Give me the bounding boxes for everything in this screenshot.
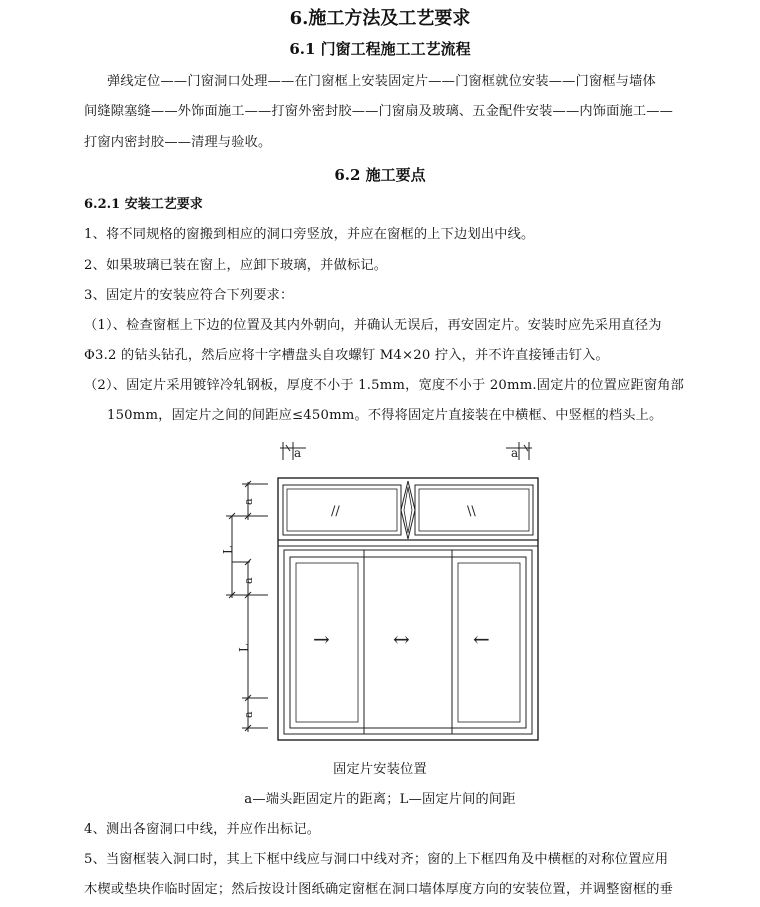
paragraph-line: 弹线定位——门窗洞口处理——在门窗框上安装固定片——门窗框就位安装——门窗框与墙体 xyxy=(107,74,656,89)
list-item: 5、当窗框装入洞口时，其上下框中线应与洞口中线对齐；窗的上下框四角及中横框的对称位置应用 xyxy=(84,852,669,867)
left-a-label-1: a xyxy=(242,498,255,505)
list-item: 1、将不同规格的窗搬到相应的洞口旁竖放，并应在窗框的上下边划出中线。 xyxy=(84,227,535,242)
paragraph-line: 间缝隙塞缝——外饰面施工——打窗外密封胶——门窗扇及玻璃、五金配件安装——内饰面施工—— xyxy=(84,104,674,119)
top-left-dimension xyxy=(280,442,306,460)
list-item: 150mm，固定片之间的间距应≤450mm。不得将固定片直接装在中横框、中竖框的档头上。 xyxy=(107,408,663,423)
paragraph-line: 打窗内密封胶——清理与验收。 xyxy=(84,135,272,150)
glass-hatch-left: // xyxy=(331,504,340,519)
upper-left-light xyxy=(283,485,401,535)
list-item: 4、测出各窗洞口中线，并应作出标记。 xyxy=(84,822,321,837)
arrow-right-icon: → xyxy=(313,627,330,651)
figure-caption: 固定片安装位置 xyxy=(333,762,427,777)
mullion-joint xyxy=(401,481,415,539)
top-left-a-label: a xyxy=(294,446,302,460)
list-item: 2、如果玻璃已装在窗上，应卸下玻璃，并做标记。 xyxy=(84,258,388,273)
list-item: Φ3.2 的钻头钻孔，然后应将十字槽盘头自攻螺钉 M4×20 拧入，并不许直接锤击钉入。 xyxy=(84,348,609,363)
list-item: （2）、固定片采用镀锌冷轧钢板，厚度不小于 1.5mm，宽度不小于 20mm.固定片的位置应距窗角部 xyxy=(84,378,685,393)
left-L-label-2: L xyxy=(237,644,251,652)
left-a-label-2: a xyxy=(242,577,255,584)
outer-frame xyxy=(278,478,538,740)
arrow-both-icon: ↔ xyxy=(393,627,410,651)
top-right-dimension xyxy=(506,442,532,460)
section-6-2-1-heading: 6.2.1 安装工艺要求 xyxy=(84,197,203,212)
list-item: （1）、检查窗框上下边的位置及其内外朝向，并确认无误后，再安固定片。安装时应先采用直径为 xyxy=(84,318,662,333)
left-a-label-3: a xyxy=(242,711,255,718)
top-right-a-label: a xyxy=(511,446,519,460)
page-title: 6.施工方法及工艺要求 xyxy=(289,8,471,29)
arrow-left-icon: ← xyxy=(473,627,490,651)
window-fixing-diagram xyxy=(0,430,760,760)
section-6-1-heading: 6.1 门窗工程施工工艺流程 xyxy=(289,40,471,58)
list-item: 木楔或垫块作临时固定；然后按设计图纸确定窗框在洞口墙体厚度方向的安装位置，并调整窗框的垂 xyxy=(84,882,674,897)
figure-legend: a—端头距固定片的距离；L—固定片间的间距 xyxy=(244,792,516,807)
left-dimension-chain xyxy=(226,481,268,732)
left-L-label-1: L xyxy=(221,546,235,554)
list-item: 3、固定片的安装应符合下列要求： xyxy=(84,288,294,303)
section-6-2-heading: 6.2 施工要点 xyxy=(334,166,426,184)
glass-hatch-right: \\ xyxy=(467,504,476,519)
